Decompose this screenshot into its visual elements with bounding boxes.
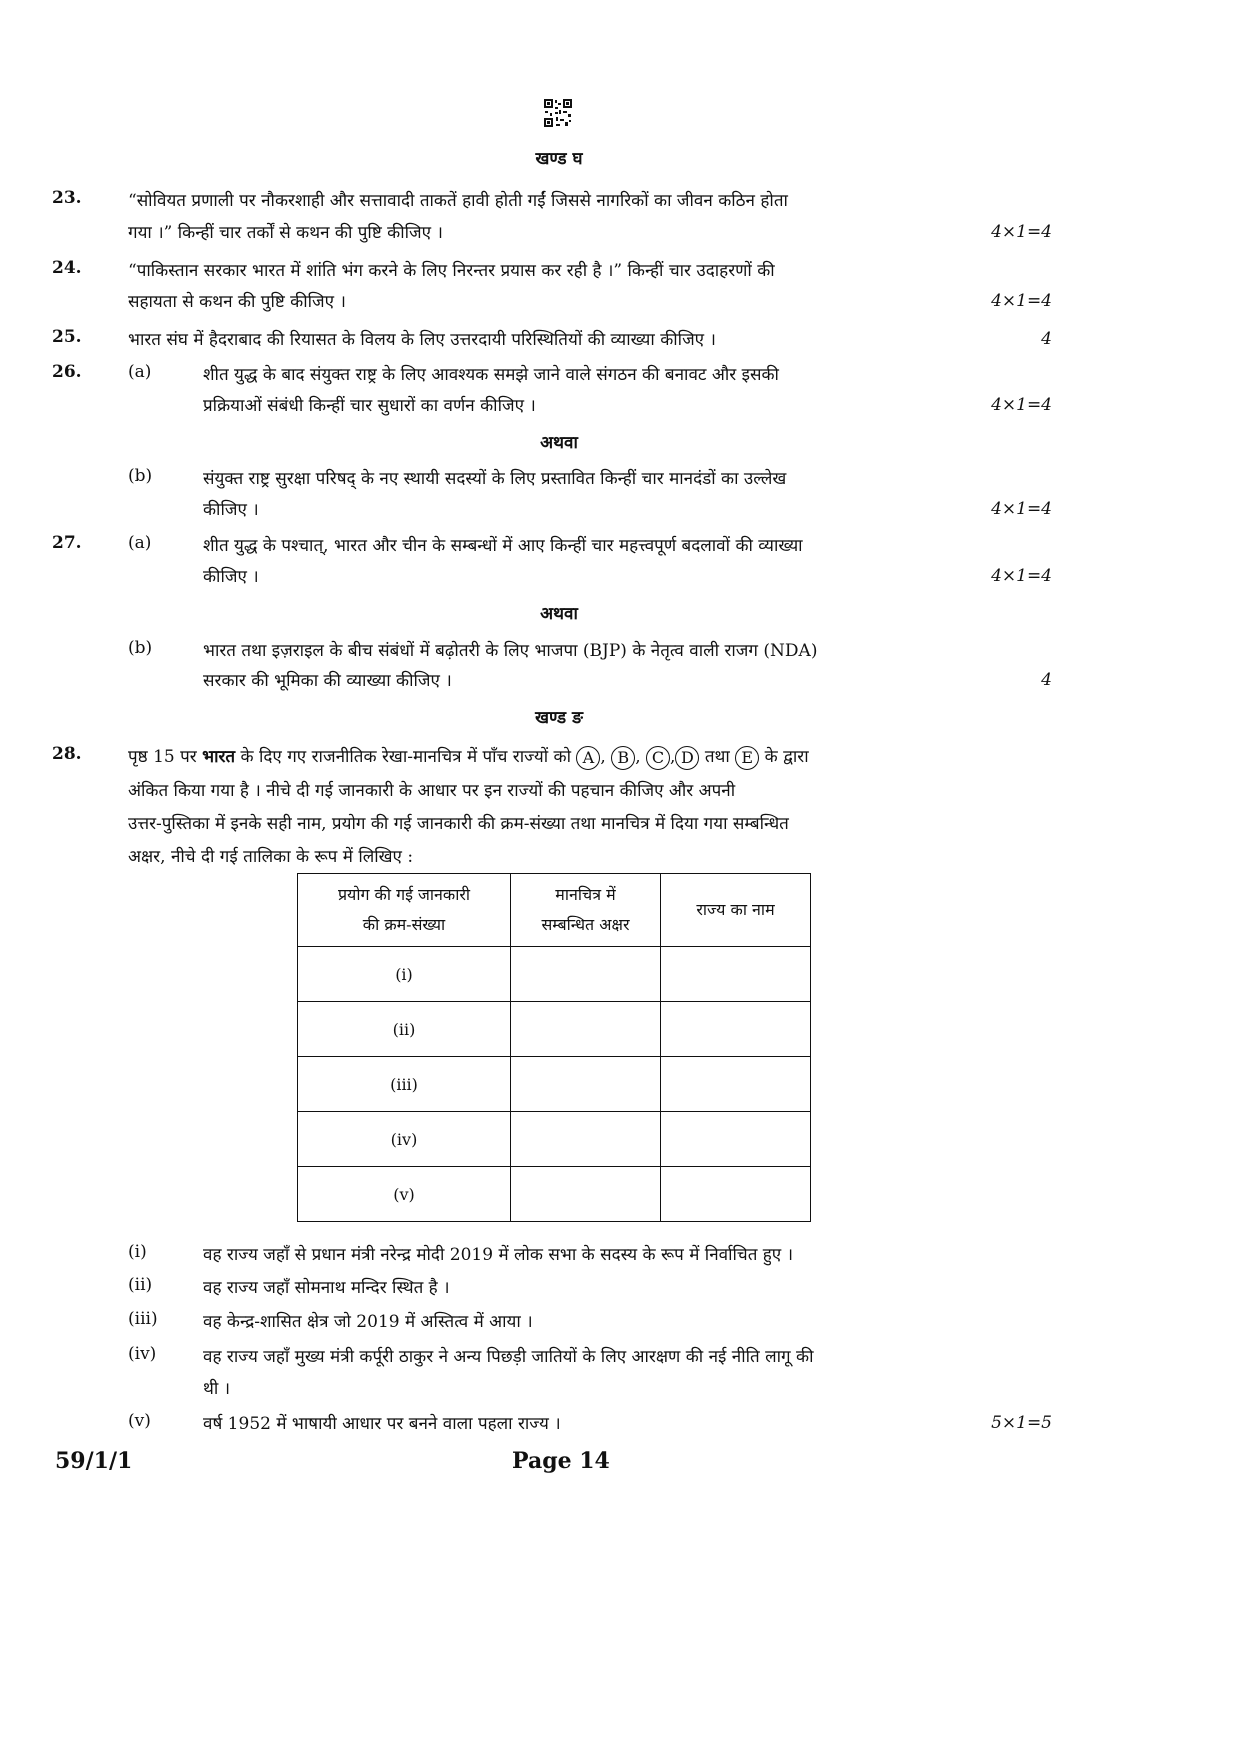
question-text: अंकित किया गया है । नीचे दी गई जानकारी के आधार पर इन राज्यों की पहचान कीजिए और अपनी <box>128 781 736 801</box>
answer-table <box>297 873 811 1222</box>
question-text: संयुक्त राष्ट्र सुरक्षा परिषद् के नए स्थायी सदस्यों के लिए प्रस्तावित किन्हीं चार मानदंडों का उल्लेख <box>203 469 787 489</box>
question-text: शीत युद्ध के पश्चात्, भारत और चीन के सम्बन्धों में आए किन्हीं चार महत्त्वपूर्ण बदलावों की व्याख्या <box>203 536 803 556</box>
question-text: प्रक्रियाओं संबंधी किन्हीं चार सुधारों का वर्णन कीजिए । <box>203 396 536 416</box>
question-number: 25. <box>52 327 82 347</box>
question-text: गया ।” किन्हीं चार तर्कों से कथन की पुष्टि कीजिए । <box>128 223 443 243</box>
question-text: भारत संघ में हैदराबाद की रियासत के विलय के लिए उत्तरदायी परिस्थितियों की व्याख्या कीजिए । <box>128 330 716 350</box>
question-number: 24. <box>52 258 82 278</box>
question-text: उत्तर-पुस्तिका में इनके सही नाम, प्रयोग की गई जानकारी की क्रम-संख्या तथा मानचित्र में दिया गया सम्बन्धित <box>128 814 789 834</box>
table-cell <box>661 1002 811 1057</box>
table-row <box>298 1112 811 1167</box>
list-item-label: (v) <box>128 1411 151 1431</box>
section-heading-d: खण्ड घ <box>535 149 583 169</box>
table-header-state: राज्य का नाम <box>661 874 811 947</box>
question-text: अक्षर, नीचे दी गई तालिका के रूप में लिखिए : <box>128 847 414 867</box>
table-row <box>298 1167 811 1222</box>
list-item: थी । <box>203 1379 231 1399</box>
table-header-letter: मानचित्र में सम्बन्धित अक्षर <box>511 874 661 947</box>
table-header-row <box>298 874 811 947</box>
qr-code-icon <box>543 98 573 128</box>
table-header-serial: प्रयोग की गई जानकारी की क्रम-संख्या <box>298 874 511 947</box>
list-item: वर्ष 1952 में भाषायी आधार पर बनने वाला पहला राज्य । <box>203 1414 561 1434</box>
table-cell <box>661 1167 811 1222</box>
question-text: कीजिए । <box>203 500 259 520</box>
map-letter-b: B <box>611 746 635 770</box>
list-item: वह केन्द्र-शासित क्षेत्र जो 2019 में अस्तित्व में आया । <box>203 1312 533 1332</box>
marks: 4×1=4 <box>991 222 1052 242</box>
table-cell <box>511 1002 661 1057</box>
section-heading-e: खण्ड ङ <box>535 708 583 728</box>
list-item-label: (ii) <box>128 1275 153 1295</box>
table-cell <box>511 1057 661 1112</box>
list-item: वह राज्य जहाँ मुख्य मंत्री कर्पूरी ठाकुर ने अन्य पिछड़ी जातियों के लिए आरक्षण की नई नीति लागू की <box>203 1347 814 1367</box>
list-item-label: (iii) <box>128 1309 158 1329</box>
map-letter-d: D <box>675 746 699 770</box>
table-row <box>298 947 811 1002</box>
table-cell <box>661 1057 811 1112</box>
question-number: 23. <box>52 188 82 208</box>
option-label: (a) <box>128 533 152 553</box>
table-cell: (v) <box>298 1167 511 1222</box>
table-row <box>298 1057 811 1112</box>
question-text: “पाकिस्तान सरकार भारत में शांति भंग करने के लिए निरन्तर प्रयास कर रही है ।” किन्हीं चार उदाहरणों की <box>128 261 775 281</box>
list-item: वह राज्य जहाँ से प्रधान मंत्री नरेन्द्र मोदी 2019 में लोक सभा के सदस्य के रूप में निर्वाचित हुए । <box>203 1245 794 1265</box>
or-divider: अथवा <box>540 604 578 624</box>
paper-code: 59/1/1 <box>55 1448 133 1474</box>
table-cell: (iv) <box>298 1112 511 1167</box>
question-number: 27. <box>52 533 82 553</box>
map-letter-c: C <box>646 746 670 770</box>
table-cell <box>661 1112 811 1167</box>
question-number: 28. <box>52 744 82 764</box>
table-cell: (iii) <box>298 1057 511 1112</box>
marks: 4×1=4 <box>991 566 1052 586</box>
marks: 5×1=5 <box>991 1413 1052 1433</box>
question-text: “सोवियत प्रणाली पर नौकरशाही और सत्तावादी ताकतें हावी होती गईं जिससे नागरिकों का जीवन कठिन होता <box>128 191 788 211</box>
question-text: शीत युद्ध के बाद संयुक्त राष्ट्र के लिए आवश्यक समझे जाने वाले संगठन की बनावट और इसकी <box>203 365 779 385</box>
table-cell: (ii) <box>298 1002 511 1057</box>
page-number: Page 14 <box>512 1448 610 1474</box>
map-letter-a: A <box>576 746 600 770</box>
marks: 4 <box>1041 670 1052 690</box>
question-text: भारत तथा इज़राइल के बीच संबंधों में बढ़ोतरी के लिए भाजपा (BJP) के नेतृत्व वाली राजग (NDA) <box>203 641 818 661</box>
list-item: वह राज्य जहाँ सोमनाथ मन्दिर स्थित है । <box>203 1278 450 1298</box>
table-cell <box>511 1112 661 1167</box>
or-divider: अथवा <box>540 433 578 453</box>
table-cell: (i) <box>298 947 511 1002</box>
question-number: 26. <box>52 362 82 382</box>
marks: 4 <box>1041 329 1052 349</box>
question-text: कीजिए । <box>203 567 259 587</box>
map-letter-e: E <box>735 746 759 770</box>
table-row <box>298 1002 811 1057</box>
marks: 4×1=4 <box>991 499 1052 519</box>
list-item-label: (iv) <box>128 1344 157 1364</box>
option-label: (b) <box>128 466 153 486</box>
table-cell <box>661 947 811 1002</box>
table-cell <box>511 947 661 1002</box>
question-text: सरकार की भूमिका की व्याख्या कीजिए । <box>203 671 452 691</box>
table-cell <box>511 1167 661 1222</box>
option-label: (b) <box>128 638 153 658</box>
question-text: सहायता से कथन की पुष्टि कीजिए । <box>128 292 346 312</box>
marks: 4×1=4 <box>991 395 1052 415</box>
marks: 4×1=4 <box>991 291 1052 311</box>
question-text: पृष्ठ 15 पर भारत के दिए गए राजनीतिक रेखा-मानचित्र में पाँच राज्यों को A , B , C , D तथा E के द्वारा <box>128 744 809 770</box>
list-item-label: (i) <box>128 1242 147 1262</box>
option-label: (a) <box>128 362 152 382</box>
